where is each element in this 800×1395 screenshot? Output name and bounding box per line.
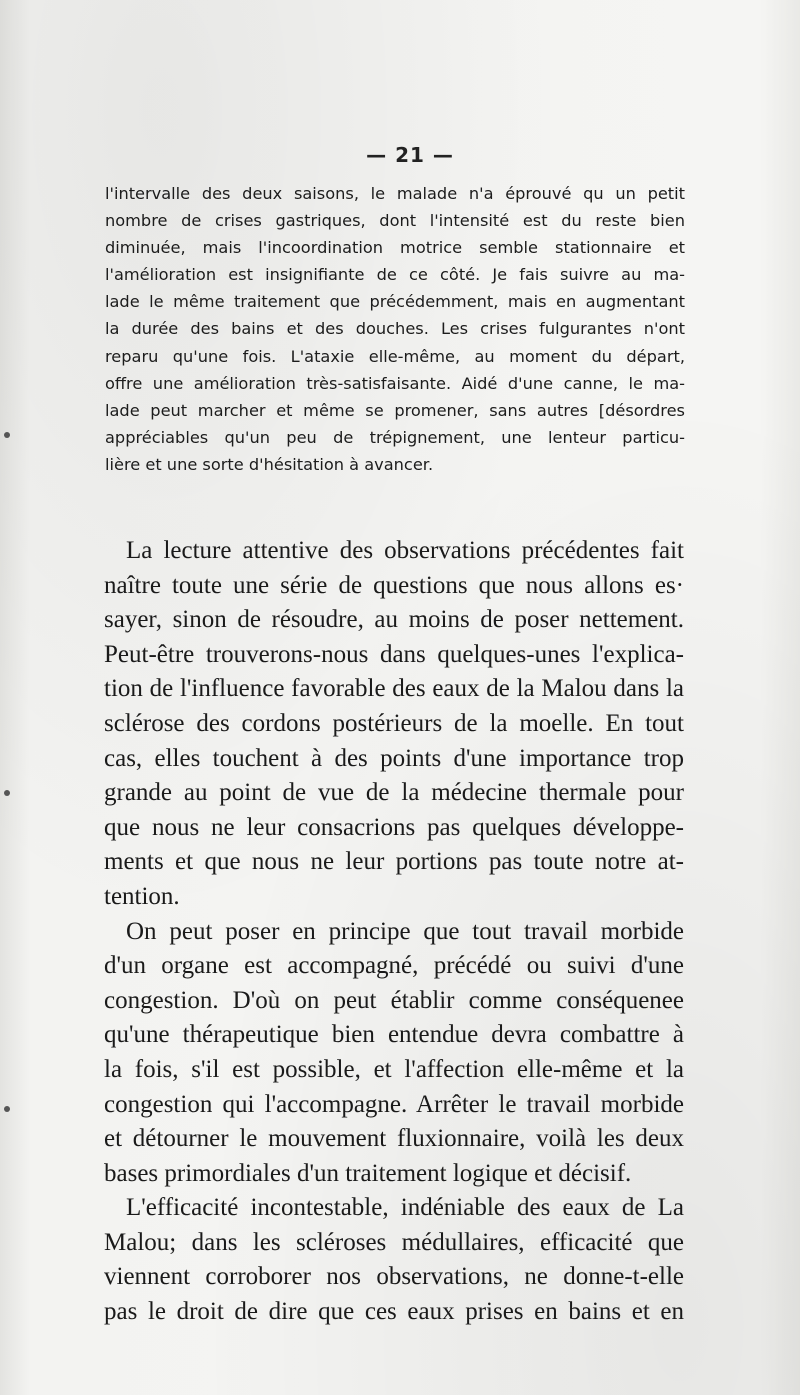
text-line: l'amélioration est insignifiante de ce côté. Je fais suivre au ma- (105, 265, 685, 285)
margin-mark (4, 790, 10, 796)
text-line: tion de l'influence favorable des eaux de la Malou dans la (104, 675, 684, 703)
text-line: d'un organe est accompagné, précédé ou suivi d'une (104, 952, 684, 980)
text-line: bases primordiales d'un traitement logique et décisif. (104, 1159, 632, 1187)
body-text (104, 534, 684, 1330)
text-line: naître toute une série de questions que nous allons es· (104, 571, 684, 599)
text-line: tention. (104, 882, 180, 910)
text-line: pas le droit de dire que ces eaux prises en bains et en (104, 1298, 684, 1326)
text-line: La lecture attentive des observations précédentes fait (126, 537, 684, 564)
text-line: qu'une thérapeutique bien entendue devra combattre à (104, 1021, 684, 1049)
text-line: Peut-être trouverons-nous dans quelques-unes l'explica- (104, 640, 684, 668)
text-line: nombre de crises gastriques, dont l'intensité est du reste bien (105, 211, 685, 231)
margin-mark (4, 1106, 10, 1112)
text-line: sclérose des cordons postérieurs de la moelle. En tout (104, 709, 684, 737)
text-line: grande au point de vue de la médecine thermale pour (104, 779, 684, 807)
text-line: la fois, s'il est possible, et l'affection elle-même et la (104, 1055, 684, 1083)
page-number: — 21 — (366, 143, 454, 167)
text-line: reparu qu'une fois. L'ataxie elle-même, au moment du départ, (105, 346, 685, 366)
text-line: lade peut marcher et même se promener, sans autres [désordres (105, 400, 685, 420)
small-print-paragraph (105, 180, 685, 478)
text-line: que nous ne leur consacrions pas quelques développe- (104, 813, 684, 841)
text-line: la durée des bains et des douches. Les crises fulgurantes n'ont (105, 319, 685, 339)
text-line: congestion qui l'accompagne. Arrêter le travail morbide (104, 1090, 684, 1118)
text-line: diminuée, mais l'incoordination motrice semble stationnaire et (105, 238, 685, 258)
text-line: appréciables qu'un peu de trépignement, une lenteur particu- (105, 427, 685, 447)
text-line: sayer, sinon de résoudre, au moins de poser nettement. (104, 606, 684, 634)
text-line: viennent corroborer nos observations, ne donne-t-elle (104, 1263, 684, 1291)
text-line: offre une amélioration très-satisfaisante. Aidé d'une canne, le ma- (105, 373, 685, 393)
text-line: L'efficacité incontestable, indéniable des eaux de La (126, 1194, 684, 1222)
text-line: ments et que nous ne leur portions pas toute notre at- (104, 848, 684, 876)
text-line: et détourner le mouvement fluxionnaire, voilà les deux (104, 1125, 684, 1153)
text-line: Malou; dans les scléroses médullaires, efficacité que (104, 1228, 684, 1256)
text-line: l'intervalle des deux saisons, le malade n'a éprouvé qu un petit (105, 184, 685, 203)
text-line: lade le même traitement que précédemment, mais en augmentant (105, 292, 685, 312)
text-line: lière et une sorte d'hésitation à avancer. (105, 454, 434, 474)
margin-mark (4, 432, 10, 438)
text-line: cas, elles touchent à des points d'une importance trop (104, 744, 684, 772)
text-line: On peut poser en principe que tout travail morbide (126, 917, 684, 945)
text-line: congestion. D'où on peut établir comme conséquenee (104, 986, 684, 1014)
